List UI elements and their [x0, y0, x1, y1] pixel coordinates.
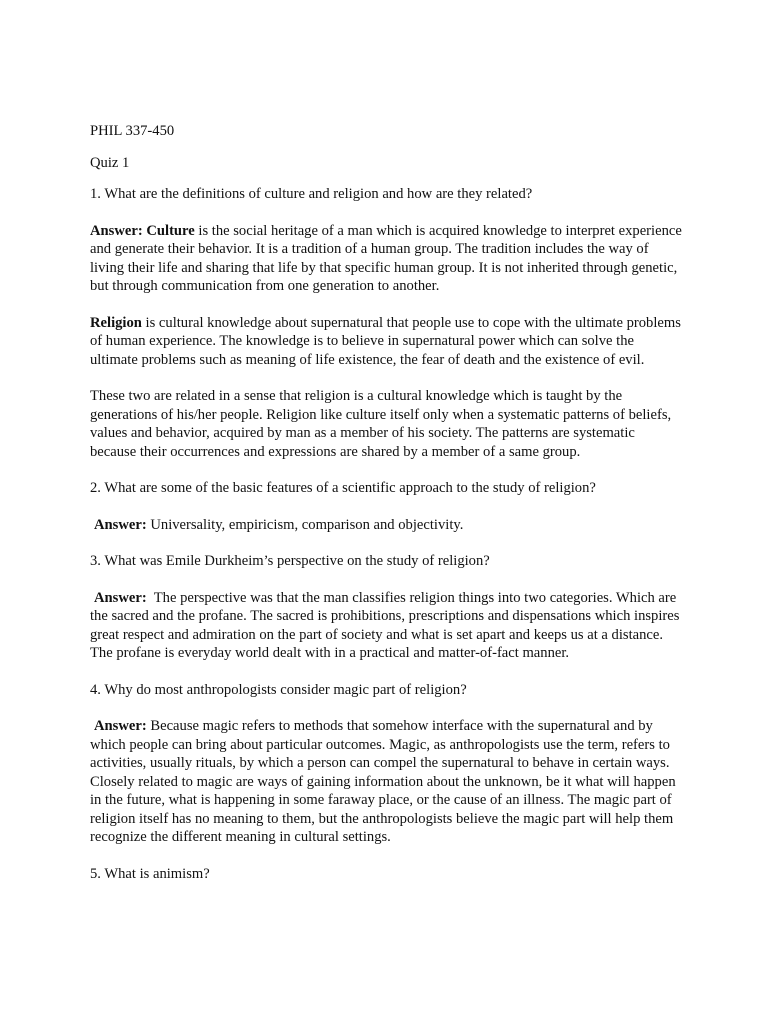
answer-2 [90, 516, 682, 535]
answer-text: The perspective was that the man classifies religion things into two categories. Which are the sacred and the profane. The sacred is prohibitions, prescriptions and dispensations which inspires great respect and admiration on the part of society and what is set apart and keeps us at a distance. The profane is everyday world dealt with in a practical and matter-of-fact manner. [90, 589, 684, 661]
answer-1-culture [90, 222, 682, 296]
answer-4 [90, 717, 682, 847]
question-2: 2. What are some of the basic features of a scientific approach to the study of religion? [90, 480, 596, 496]
answer-3 [90, 589, 682, 663]
religion-term: Religion [90, 314, 142, 331]
question-3: 3. What was Emile Durkheim’s perspective on the study of religion? [90, 553, 490, 569]
question-1: 1. What are the definitions of culture and religion and how are they related? [90, 186, 533, 202]
answer-label: Answer: [94, 589, 147, 606]
answer-1-religion [90, 314, 682, 370]
culture-definition: is the social heritage of a man which is acquired knowledge to interpret experience and generate their behavior. It is a tradition of a human group. The tradition includes the way of living their life and sharing that life by that specific human group. It is not inherited through genetic, but through communication from one generation to another. [90, 222, 682, 294]
question-5: 5. What is animism? [90, 865, 210, 882]
course-code: PHIL 337-450 [90, 123, 175, 139]
answer-label: Answer: [94, 516, 147, 533]
answer-text: Because magic refers to methods that somehow interface with the supernatural and by which people can bring about particular outcomes. Magic, as anthropologists use the term, refers to activities, usually rituals, by which a person can compel the supernatural to behave in certain ways. Closely related to magic are ways of gaining information about the unknown, be it what will happen in the future, what is happening in some faraway place, or the cause of an illness. The magic part of religion itself has no meaning to them, but the anthropologists believe the magic part will help them recognize the different meaning in cultural settings. [90, 718, 676, 845]
document-page [90, 122, 682, 901]
culture-term: Culture [146, 222, 195, 239]
answer-label: Answer: [90, 222, 143, 239]
answer-1-relation: These two are related in a sense that religion is a cultural knowledge which is taught by the generations of his/her people. Religion like culture itself only when a systematic patterns of beliefs, values and behavior, acquired by man as a member of his society. The patterns are systematic because their occurrences and expressions are shared by a member of a same group. [90, 388, 672, 460]
quiz-title: Quiz 1 [90, 154, 130, 171]
question-4: 4. Why do most anthropologists consider magic part of religion? [90, 681, 467, 698]
religion-definition: is cultural knowledge about supernatural that people use to cope with the ultimate problems of human experience. The knowledge is to believe in supernatural power which can solve the ultimate problems such as meaning of life existence, the fear of death and the existence of evil. [90, 314, 681, 368]
answer-text: Universality, empiricism, comparison and objectivity. [146, 516, 464, 533]
answer-label: Answer: [94, 718, 147, 734]
